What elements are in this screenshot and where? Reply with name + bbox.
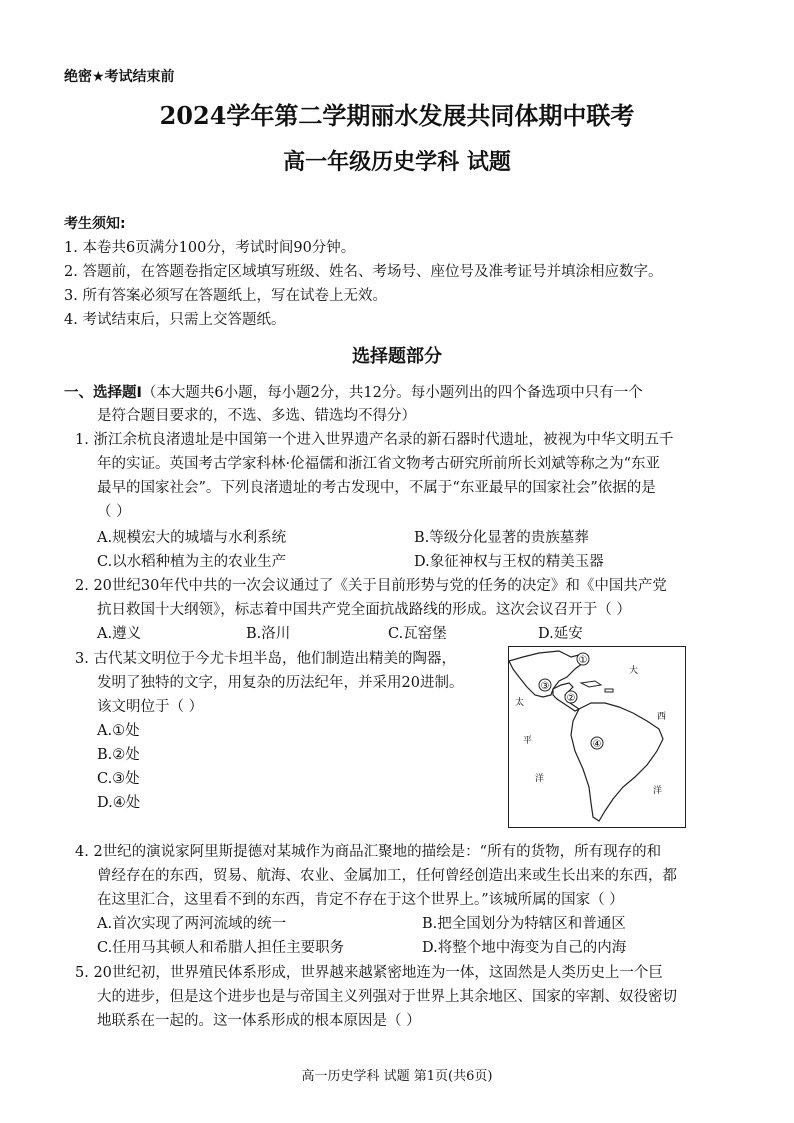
ocean-label: 洋 bbox=[653, 786, 663, 796]
q4-option-a: A.首次实现了两河流域的统一 bbox=[97, 916, 287, 932]
q3-stem: 3. 古代某文明位于今尤卡坦半岛，他们制造出精美的陶器， bbox=[75, 651, 456, 667]
q4-option-b: B.把全国划分为特辖区和普通区 bbox=[422, 916, 626, 932]
notice-item: 2. 答题前，在答题卷指定区域填写班级、姓名、考场号、座位号及准考证号并填涂相应数字。 bbox=[64, 264, 663, 280]
q5-stem: 大的进步，但是这个进步也是与帝国主义列强对于世界上其余地区、国家的宰割、奴役密切 bbox=[97, 989, 677, 1005]
exam-title: 2024学年第二学期丽水发展共同体期中联考 bbox=[159, 101, 635, 130]
q2-option-d: D.延安 bbox=[538, 626, 583, 642]
q5-stem: 5. 20世纪初，世界殖民体系形成，世界越来越紧密地连为一体，这固然是人类历史上一个巨 bbox=[75, 965, 663, 981]
q3-option-c: C.③处 bbox=[97, 771, 140, 787]
q4-stem: 在这里汇合，这里看不到的东西，肯定不存在于这个世界上。”该城所属的国家（ ） bbox=[97, 892, 624, 908]
q1-option-d: D.象征神权与王权的精美玉器 bbox=[414, 554, 604, 570]
section-title: 选择题部分 bbox=[352, 346, 442, 367]
q4-stem: 曾经存在的东西，贸易、航海、农业、金属加工，任何曾经创造出来或生长出来的东西，都 bbox=[97, 868, 677, 884]
marker-label: ② bbox=[566, 693, 576, 704]
q3-stem: 发明了独特的文字，用复杂的历法纪年，并采用20进制。 bbox=[97, 675, 464, 691]
marker-label: ④ bbox=[592, 739, 602, 750]
exam-subtitle: 高一年级历史学科 试题 bbox=[283, 149, 511, 175]
q2-stem: 2. 20世纪30年代中共的一次会议通过了《关于目前形势与党的任务的决定》和《中国共产党 bbox=[75, 578, 667, 594]
q4-stem: 4. 2世纪的演说家阿里斯提德对某城作为商品汇聚地的描绘是：“所有的货物，所有现存的和 bbox=[75, 844, 662, 860]
q1-stem: 最早的国家社会”。下列良渚遗址的考古发现中，不属于“东亚最早的国家社会”依据的是 bbox=[97, 480, 656, 496]
americas-map-drawing bbox=[509, 647, 685, 827]
q5-stem: 地联系在一起的。这一体系形成的根本原因是（ ） bbox=[97, 1013, 421, 1029]
part-description-cont: 是符合题目要求的，不选、多选、错选均不得分） bbox=[97, 408, 416, 424]
q3-option-a: A.①处 bbox=[97, 723, 140, 739]
q1-stem: （ ） bbox=[97, 504, 131, 520]
q4-option-d: D.将整个地中海变为自己的内海 bbox=[422, 940, 627, 956]
page-footer: 高一历史学科 试题 第1页(共6页) bbox=[301, 1069, 493, 1084]
ocean-label: 平 bbox=[523, 736, 533, 746]
marker-label: ① bbox=[578, 655, 588, 666]
notice-item: 1. 本卷共6页满分100分，考试时间90分钟。 bbox=[64, 240, 356, 256]
ocean-label: 太 bbox=[515, 698, 525, 708]
marker-label: ③ bbox=[540, 681, 550, 692]
q3-option-b: B.②处 bbox=[97, 747, 140, 763]
caribbean-island bbox=[605, 689, 613, 692]
part-description: （本大题共6小题，每小题2分，共12分。每小题列出的四个备选项中只有一个 bbox=[141, 385, 643, 401]
q2-stem: 抗日救国十大纲领》，标志着中国共产党全面抗战路线的形成。这次会议召开于（ ） bbox=[97, 602, 631, 618]
notice-heading: 考生须知: bbox=[64, 216, 126, 232]
q2-option-c: C.瓦窑堡 bbox=[388, 626, 447, 642]
map-marker-4 bbox=[591, 737, 603, 750]
q2-option-a: A.遵义 bbox=[97, 626, 142, 642]
ocean-label: 洋 bbox=[535, 774, 545, 784]
confidential-mark: 绝密★考试结束前 bbox=[64, 69, 175, 85]
q1-stem: 1. 浙江余杭良渚遗址是中国第一个进入世界遗产名录的新石器时代遗址，被视为中华文明五千 bbox=[75, 432, 674, 448]
q1-option-c: C.以水稻种植为主的农业生产 bbox=[97, 554, 287, 570]
q1-option-b: B.等级分化显著的贵族墓葬 bbox=[414, 530, 589, 546]
map-marker-1 bbox=[577, 653, 589, 666]
notice-item: 4. 考试结束后，只需上交答题纸。 bbox=[64, 312, 286, 328]
ocean-label: 西 bbox=[657, 712, 667, 722]
part-label: 一、选择题Ⅰ bbox=[64, 385, 142, 401]
q4-option-c: C.任用马其顿人和希腊人担任主要职务 bbox=[97, 940, 345, 956]
q1-stem: 年的实证。英国考古学家科林·伦福儒和浙江省文物考古研究所前所长刘斌等称之为“东亚 bbox=[97, 456, 661, 472]
q2-option-b: B.洛川 bbox=[246, 626, 291, 642]
map-marker-3 bbox=[539, 679, 551, 692]
caribbean-island bbox=[581, 681, 601, 687]
notice-item: 3. 所有答案必须写在答题纸上，写在试卷上无效。 bbox=[64, 288, 387, 304]
map-marker-2 bbox=[565, 691, 577, 704]
q3-stem: 该文明位于（ ） bbox=[97, 699, 204, 715]
q3-option-d: D.④处 bbox=[97, 795, 141, 811]
ocean-label: 大 bbox=[629, 666, 639, 676]
south-america-outline bbox=[571, 703, 663, 821]
americas-map bbox=[508, 646, 686, 828]
q1-option-a: A.规模宏大的城墙与水利系统 bbox=[97, 530, 287, 546]
